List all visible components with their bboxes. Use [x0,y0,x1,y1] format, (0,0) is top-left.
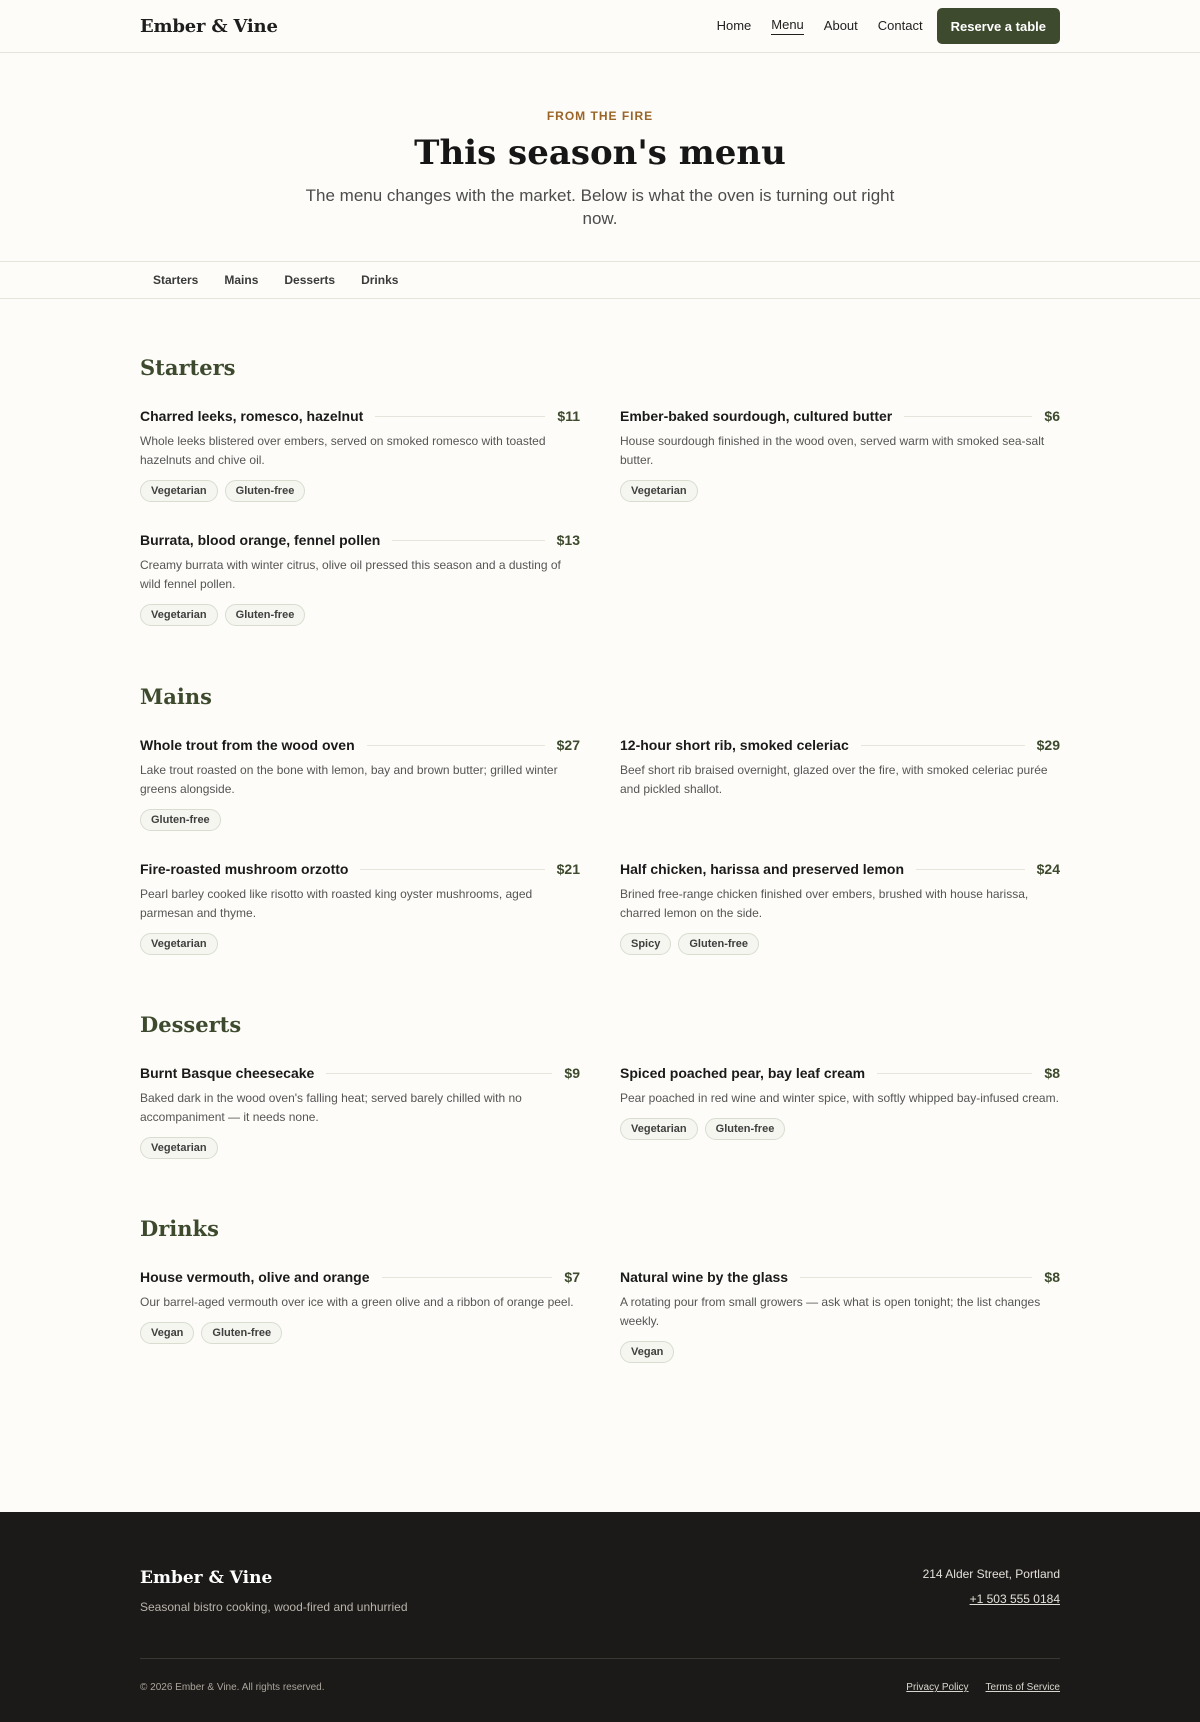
menu-item-description: Baked dark in the wood oven's falling heat; served barely chilled with no accompaniment — it needs none. [140,1091,522,1124]
price-leader [382,1277,553,1278]
menu-item-name: House vermouth, olive and orange [140,1269,370,1285]
dietary-tags [140,1137,580,1159]
menu-item-header [140,1268,580,1286]
menu-item-name: 12-hour short rib, smoked celeriac [620,737,849,753]
price-leader [392,540,544,541]
menu-item-header [140,860,580,878]
nav-about[interactable]: About [823,17,858,33]
menu-item-description: Lake trout roasted on the bone with lemon, bay and brown butter; grilled winter greens alongside. [140,763,558,796]
menu-item [140,531,580,626]
menu-item-header [620,407,1060,425]
menu-item-description: Pearl barley cooked like risotto with roasted king oyster mushrooms, aged parmesan and thyme. [140,887,533,920]
dietary-tag: Vegetarian [140,480,218,502]
menu-item-name: Charred leeks, romesco, hazelnut [140,408,364,424]
section-title: Desserts [140,1012,242,1037]
dietary-tags [140,933,580,955]
dietary-tags [620,933,1060,955]
menu-item-description: Brined free-range chicken finished over embers, brushed with house harissa, charred lemon on the side. [620,887,1029,920]
dietary-tags [140,604,580,626]
footer-divider [140,1658,1060,1659]
site-header [0,0,1200,53]
footer-address: 214 Alder Street, Portland [922,1567,1060,1581]
menu-item-price: $8 [1044,1065,1060,1081]
menu-item-price: $29 [1036,737,1060,753]
menu-item-price: $8 [1044,1269,1060,1285]
menu-item-description: A rotating pour from small growers — ask what is open tonight; the list changes weekly. [620,1295,1041,1328]
dietary-tag: Gluten-free [225,604,306,626]
dietary-tag: Gluten-free [201,1322,282,1344]
tab-starters[interactable]: Starters [153,273,199,287]
hero [0,53,1200,262]
menu-item-price: $27 [556,737,580,753]
menu-item-header [140,1064,580,1082]
page-title: This season's menu [414,133,786,173]
category-tabs [0,262,1200,299]
footer-tagline: Seasonal bistro cooking, wood-fired and unhurried [140,1600,408,1614]
dietary-tag: Gluten-free [678,933,759,955]
main-nav [697,8,1060,44]
menu-item-price: $7 [564,1269,580,1285]
menu-item [140,1268,580,1344]
hero-subtitle: The menu changes with the market. Below is what the oven is turning out right now. [305,186,895,229]
footer-copyright: © 2026 Ember & Vine. All rights reserved. [140,1682,325,1693]
site-footer [0,1512,1200,1722]
brand-logo[interactable]: Ember & Vine [140,15,278,37]
nav-home[interactable]: Home [716,17,752,33]
menu-item-description: Beef short rib braised overnight, glazed over the fire, with smoked celeriac purée and pickled shallot. [620,763,1048,796]
dietary-tag: Vegetarian [620,480,698,502]
menu-item-description: Creamy burrata with winter citrus, olive oil pressed this season and a dusting of wild fennel pollen. [140,558,561,591]
price-leader [326,1073,552,1074]
menu-item-name: Whole trout from the wood oven [140,737,355,753]
menu-item [140,736,580,831]
menu-item-name: Burrata, blood orange, fennel pollen [140,532,381,548]
privacy-policy-link[interactable]: Privacy Policy [906,1682,969,1693]
menu-item-name: Spiced poached pear, bay leaf cream [620,1065,866,1081]
menu-item [140,407,580,502]
tab-desserts[interactable]: Desserts [284,273,336,287]
terms-of-service-link[interactable]: Terms of Service [985,1682,1060,1693]
menu-item [620,736,1060,799]
menu-item-description: Whole leeks blistered over embers, served on smoked romesco with toasted hazelnuts and chive oil. [140,434,546,467]
menu-item-name: Burnt Basque cheesecake [140,1065,315,1081]
menu-item-description: Our barrel-aged vermouth over ice with a green olive and a ribbon of orange peel. [140,1295,574,1309]
footer-phone-link[interactable]: +1 503 555 0184 [969,1592,1060,1606]
menu-item-price: $21 [556,861,580,877]
dietary-tag: Vegetarian [140,604,218,626]
menu-item-description: Pear poached in red wine and winter spice, with softly whipped bay-infused cream. [620,1091,1059,1105]
dietary-tag: Vegetarian [140,1137,218,1159]
dietary-tag: Vegan [620,1341,674,1363]
dietary-tag: Vegan [140,1322,194,1344]
section-title: Drinks [140,1216,219,1241]
nav-contact[interactable]: Contact [877,17,923,33]
menu-item-price: $13 [556,532,580,548]
tab-mains[interactable]: Mains [224,273,259,287]
menu-item-name: Natural wine by the glass [620,1269,789,1285]
menu-item-header [620,1064,1060,1082]
menu-item-name: Ember-baked sourdough, cultured butter [620,408,893,424]
dietary-tag: Vegetarian [140,933,218,955]
price-leader [375,416,545,417]
menu-item [140,860,580,955]
price-leader [904,416,1032,417]
dietary-tags [620,1118,1060,1140]
dietary-tags [620,480,1060,502]
hero-eyebrow: FROM THE FIRE [546,109,654,123]
dietary-tags [620,1341,1060,1363]
price-leader [916,869,1025,870]
footer-links [889,1682,1060,1693]
menu-item-header [140,407,580,425]
menu-item-header [620,860,1060,878]
section-title: Mains [140,684,212,709]
menu-item-description: House sourdough finished in the wood oven, served warm with smoked sea-salt butter. [620,434,1045,467]
price-leader [360,869,544,870]
menu-item [620,860,1060,955]
menu-item-name: Fire-roasted mushroom orzotto [140,861,349,877]
footer-brand: Ember & Vine [140,1568,273,1588]
menu-item [620,1064,1060,1140]
price-leader [800,1277,1032,1278]
menu-item-header [140,736,580,754]
menu-item [620,1268,1060,1363]
dietary-tag: Spicy [620,933,671,955]
tab-drinks[interactable]: Drinks [361,273,399,287]
price-leader [367,745,545,746]
dietary-tags [140,1322,580,1344]
menu-item [620,407,1060,502]
menu-item-price: $6 [1044,408,1060,424]
nav-menu[interactable]: Menu [771,17,804,35]
dietary-tags [140,480,580,502]
menu-item-price: $24 [1036,861,1060,877]
dietary-tag: Gluten-free [140,809,221,831]
dietary-tags [140,809,580,831]
menu-item-name: Half chicken, harissa and preserved lemon [620,861,905,877]
dietary-tag: Gluten-free [225,480,306,502]
menu-item-header [620,736,1060,754]
price-leader [877,1073,1032,1074]
menu-item-price: $11 [557,408,580,424]
reserve-table-button[interactable]: Reserve a table [937,8,1060,44]
menu-item-price: $9 [564,1065,580,1081]
dietary-tag: Gluten-free [705,1118,786,1140]
menu-item [140,1064,580,1159]
section-title: Starters [140,355,236,380]
dietary-tag: Vegetarian [620,1118,698,1140]
price-leader [861,745,1025,746]
menu-item-header [140,531,580,549]
menu-item-header [620,1268,1060,1286]
